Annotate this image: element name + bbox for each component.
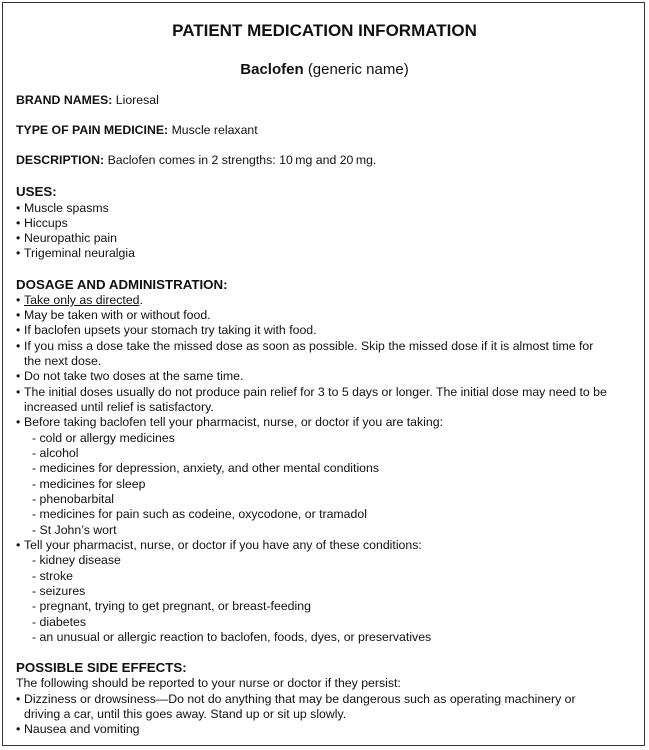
bullet-icon: • bbox=[16, 415, 21, 429]
description-value: Baclofen comes in 2 strengths: 10 mg and 20 mg. bbox=[107, 153, 377, 167]
condition-subitem: - stroke bbox=[32, 569, 73, 583]
taking-subitem: - phenobarbital bbox=[32, 492, 115, 506]
medicine-type-line bbox=[16, 123, 258, 138]
bullet-icon: • bbox=[16, 293, 21, 307]
dosage-item: • Before taking baclofen tell your pharmacist, nurse, or doctor if you are taking: bbox=[16, 415, 443, 429]
dosage-heading: DOSAGE AND ADMINISTRATION: bbox=[16, 277, 228, 292]
brand-names-value: Lioresal bbox=[115, 93, 159, 107]
side-effects-heading: POSSIBLE SIDE EFFECTS: bbox=[16, 660, 187, 675]
bullet-icon: • bbox=[16, 246, 21, 260]
side-effects-intro: The following should be reported to your nurse or doctor if they persist: bbox=[16, 676, 401, 690]
bullet-icon: • bbox=[16, 722, 21, 736]
dosage-item: • The initial doses usually do not produce pain relief for 3 to 5 days or longer. The initial dose may need to be bbox=[16, 385, 607, 399]
bullet-icon: • bbox=[16, 323, 21, 337]
bullet-icon: • bbox=[16, 369, 21, 383]
dosage-item: • Take only as directed. bbox=[16, 293, 143, 307]
description-label: DESCRIPTION: bbox=[16, 153, 105, 167]
taking-subitem: - medicines for sleep bbox=[32, 477, 146, 491]
medicine-type-label: TYPE OF PAIN MEDICINE: bbox=[16, 123, 169, 137]
uses-heading: USES: bbox=[16, 184, 57, 199]
drug-name: Baclofen bbox=[240, 61, 304, 78]
medicine-type-value: Muscle relaxant bbox=[171, 123, 258, 137]
side-effect-item: • Nausea and vomiting bbox=[16, 722, 140, 736]
dosage-item: • Do not take two doses at the same time. bbox=[16, 369, 244, 383]
bullet-icon: • bbox=[16, 385, 21, 399]
taking-subitem: - cold or allergy medicines bbox=[32, 431, 175, 445]
bullet-icon: • bbox=[16, 308, 21, 322]
taking-subitem: - alcohol bbox=[32, 446, 79, 460]
condition-subitem: - an unusual or allergic reaction to baclofen, foods, dyes, or preservatives bbox=[32, 630, 432, 644]
uses-item: • Neuropathic pain bbox=[16, 231, 117, 245]
dosage-item-continuation: the next dose. bbox=[24, 354, 102, 368]
bullet-icon: • bbox=[16, 692, 21, 706]
brand-names-label: BRAND NAMES: bbox=[16, 93, 113, 107]
taking-subitem: - medicines for depression, anxiety, and other mental conditions bbox=[32, 461, 380, 475]
take-as-directed: Take only as directed bbox=[24, 293, 140, 307]
taking-subitem: - St John’s wort bbox=[32, 523, 117, 537]
dosage-item: • If baclofen upsets your stomach try taking it with food. bbox=[16, 323, 317, 337]
generic-note: (generic name) bbox=[307, 61, 409, 78]
uses-item: • Hiccups bbox=[16, 216, 68, 230]
condition-subitem: - pregnant, trying to get pregnant, or breast-feeding bbox=[32, 599, 311, 613]
condition-subitem: - kidney disease bbox=[32, 553, 121, 567]
dosage-item-continuation: increased until relief is satisfactory. bbox=[24, 400, 214, 414]
description-line bbox=[16, 153, 376, 168]
side-effect-item: • Dizziness or drowsiness—Do not do anything that may be dangerous such as operating machinery or bbox=[16, 692, 576, 706]
bullet-icon: • bbox=[16, 216, 21, 230]
bullet-icon: • bbox=[16, 201, 21, 215]
condition-subitem: - diabetes bbox=[32, 615, 87, 629]
dosage-item: • May be taken with or without food. bbox=[16, 308, 211, 322]
document-title: PATIENT MEDICATION INFORMATION bbox=[172, 21, 477, 40]
uses-item: • Trigeminal neuralgia bbox=[16, 246, 135, 260]
drug-name-line bbox=[0, 60, 649, 80]
bullet-icon: • bbox=[16, 231, 21, 245]
taking-subitem: - medicines for pain such as codeine, oxycodone, or tramadol bbox=[32, 507, 367, 521]
brand-names-line bbox=[16, 93, 159, 108]
condition-subitem: - seizures bbox=[32, 584, 86, 598]
dosage-item: • Tell your pharmacist, nurse, or doctor if you have any of these conditions: bbox=[16, 538, 422, 552]
uses-item: • Muscle spasms bbox=[16, 201, 109, 215]
dosage-item: • If you miss a dose take the missed dose as soon as possible. Skip the missed dose if it is almost time for bbox=[16, 339, 594, 353]
bullet-icon: • bbox=[16, 339, 21, 353]
bullet-icon: • bbox=[16, 538, 21, 552]
side-effect-continuation: driving a car, until this goes away. Stand up or sit up slowly. bbox=[24, 707, 347, 721]
